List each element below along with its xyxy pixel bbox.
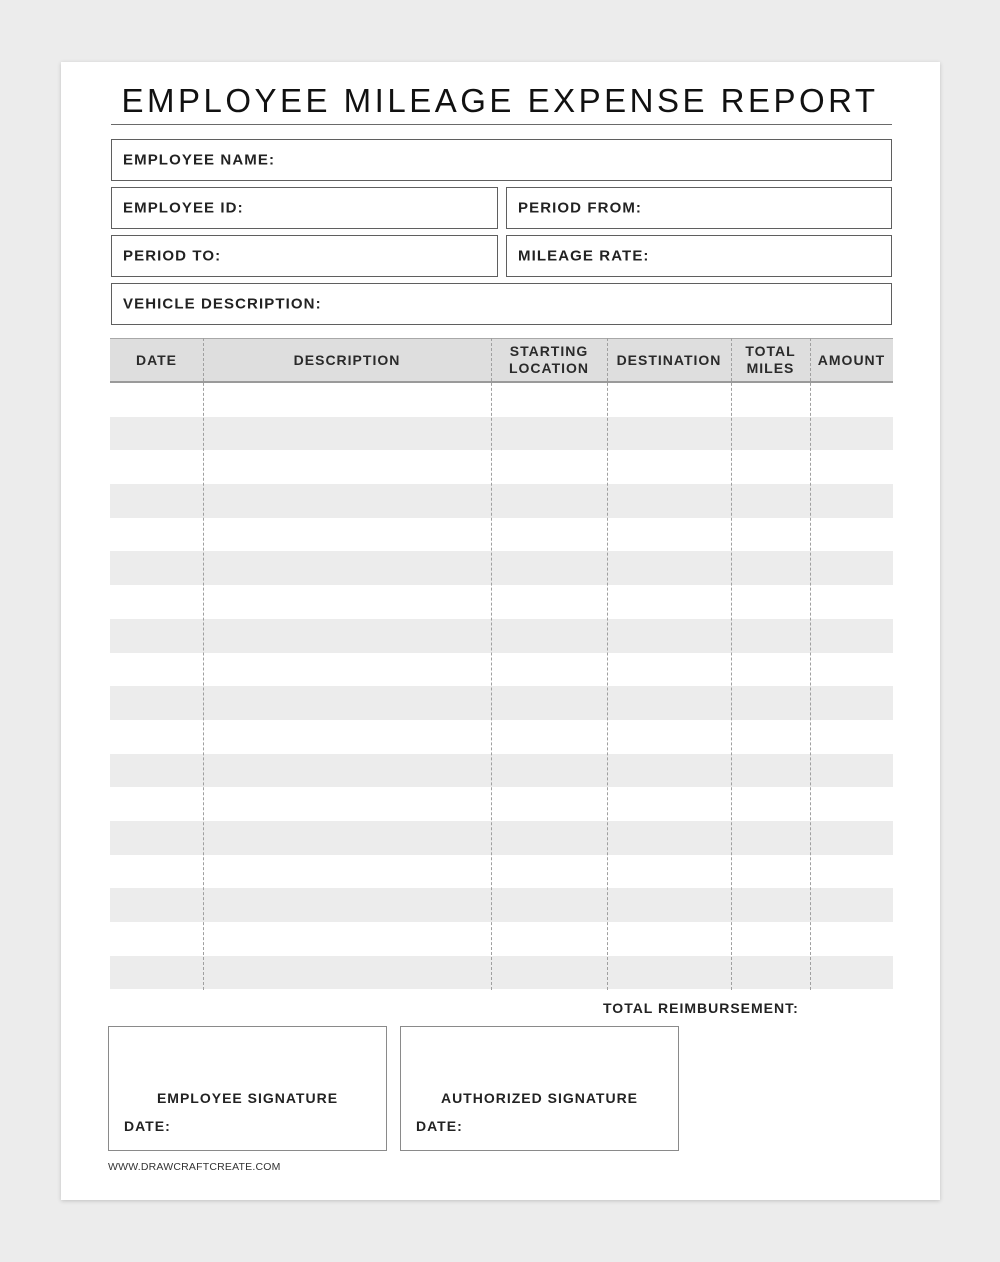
table-row[interactable] (110, 585, 893, 619)
column-header-destination: DESTINATION (616, 351, 722, 368)
table-row[interactable] (110, 720, 893, 754)
table-row[interactable] (110, 383, 893, 417)
table-row[interactable] (110, 855, 893, 889)
employee-id-field[interactable] (111, 187, 498, 229)
mileage-rate-label: MILEAGE RATE: (518, 247, 650, 265)
column-header-total-miles: TOTAL MILES (745, 343, 796, 376)
employee-name-field[interactable] (111, 139, 892, 181)
table-row[interactable] (110, 922, 893, 956)
table-header (110, 338, 893, 383)
employee-id-label: EMPLOYEE ID: (123, 199, 244, 217)
table-row[interactable] (110, 551, 893, 585)
mileage-rate-field[interactable] (506, 235, 892, 277)
mileage-table (110, 338, 893, 989)
table-row[interactable] (110, 450, 893, 484)
table-row[interactable] (110, 484, 893, 518)
period-to-label: PERIOD TO: (123, 247, 222, 265)
column-header-description: DESCRIPTION (293, 351, 401, 368)
column-header-starting-location: STARTING LOCATION (508, 343, 590, 376)
table-row[interactable] (110, 787, 893, 821)
table-row[interactable] (110, 821, 893, 855)
page-title: EMPLOYEE MILEAGE EXPENSE REPORT (121, 82, 879, 119)
column-divider (491, 338, 492, 990)
title-divider (111, 124, 892, 125)
authorized-signature-box[interactable] (400, 1026, 679, 1151)
total-reimbursement-label: TOTAL REIMBURSEMENT: (603, 1000, 799, 1016)
table-row[interactable] (110, 619, 893, 653)
employee-signature-box[interactable] (108, 1026, 387, 1151)
column-divider (203, 338, 204, 990)
table-row[interactable] (110, 686, 893, 720)
period-to-field[interactable] (111, 235, 498, 277)
employee-signature-date-label: DATE: (124, 1118, 171, 1134)
column-divider (731, 338, 732, 990)
table-row[interactable] (110, 518, 893, 552)
authorized-signature-date-label: DATE: (416, 1118, 463, 1134)
table-body (110, 383, 893, 989)
column-header-amount: AMOUNT (817, 351, 886, 368)
column-header-date: DATE (135, 351, 178, 368)
employee-name-label: EMPLOYEE NAME: (123, 151, 276, 169)
table-row[interactable] (110, 888, 893, 922)
vehicle-description-label: VEHICLE DESCRIPTION: (123, 295, 322, 313)
table-row[interactable] (110, 956, 893, 990)
column-divider (810, 338, 811, 990)
period-from-field[interactable] (506, 187, 892, 229)
authorized-signature-label: AUTHORIZED SIGNATURE (440, 1090, 639, 1106)
footer-website: WWW.DRAWCRAFTCREATE.COM (108, 1161, 281, 1173)
column-divider (607, 338, 608, 990)
table-row[interactable] (110, 653, 893, 687)
period-from-label: PERIOD FROM: (518, 199, 643, 217)
table-row[interactable] (110, 417, 893, 451)
table-row[interactable] (110, 754, 893, 788)
vehicle-description-field[interactable] (111, 283, 892, 325)
employee-signature-label: EMPLOYEE SIGNATURE (156, 1090, 339, 1106)
